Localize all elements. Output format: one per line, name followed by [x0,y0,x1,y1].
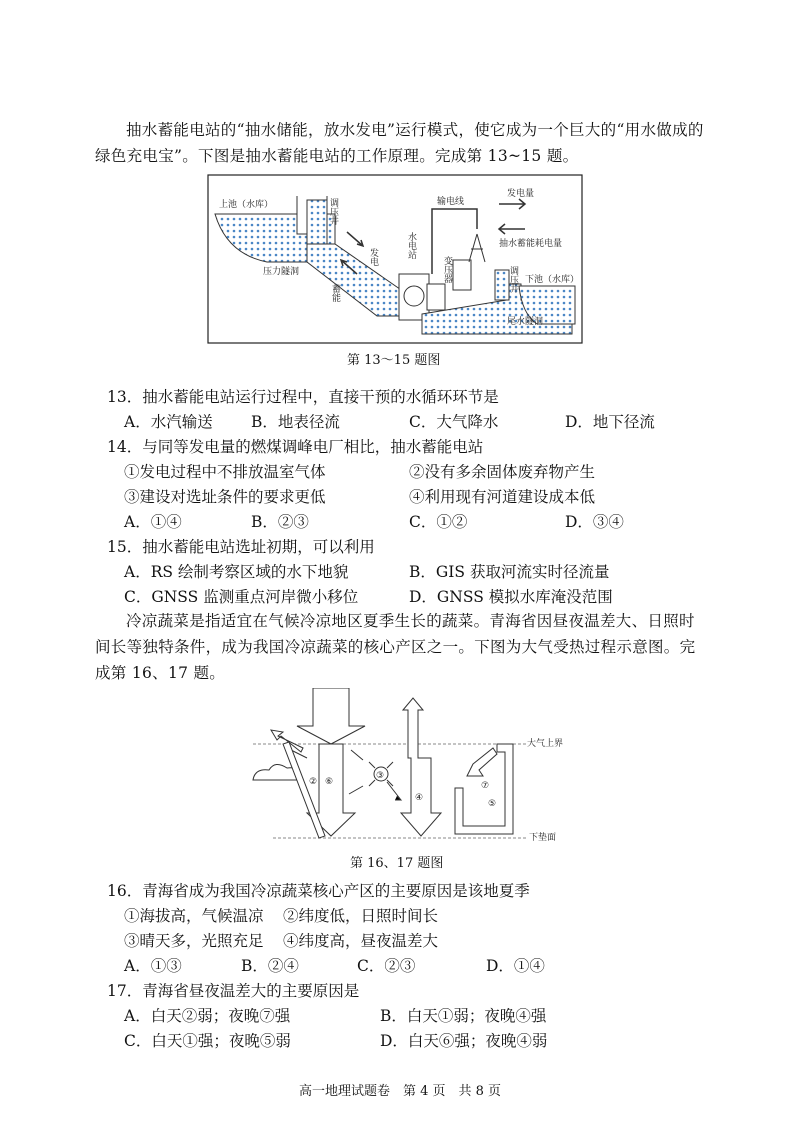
num-6: ⑥ [325,777,334,787]
q17-option-d: D．白天⑥强；夜晚④弱 [380,1032,548,1050]
q13-option-c: C．大气降水 [409,413,499,431]
label-transformer: 变压器 [442,256,452,283]
atmospheric-heating-diagram [243,688,563,848]
q15-option-a: A．RS 绘制考察区域的水下地貌 [124,563,349,581]
pumped-storage-diagram [207,174,583,344]
q15-option-d: D．GNSS 模拟水库淹没范围 [409,588,613,606]
label-gen-amount: 发电量 [507,189,535,199]
q16-option-d: D．①④ [486,957,545,975]
page-footer: 高一地理试题卷 第 4 页 共 8 页 [298,1084,502,1099]
label-generate: 发电 [368,248,378,266]
q17-option-c: C．白天①强；夜晚⑤弱 [124,1032,291,1050]
figure-2-caption: 第 16、17 题图 [350,856,444,871]
q13-option-a: A．水汽输送 [124,413,213,431]
label-tail-tunnel: 尾水隧洞 [507,317,544,327]
num-2: ② [309,777,318,787]
label-surge-1: 调压井 [328,198,338,225]
label-pressure-tunnel: 压力隧洞 [263,267,300,277]
q15-option-c: C．GNSS 监测重点河岸微小移位 [124,588,359,606]
q14-option-b: B．②③ [251,513,309,531]
num-5: ⑤ [488,799,497,809]
q14-item-2: ②没有多余固体废弃物产生 [409,463,596,481]
q17-option-a: A．白天②弱；夜晚⑦强 [124,1007,291,1025]
label-ground-surface: 下垫面 [529,833,557,843]
q14-stem: 14．与同等发电量的燃煤调峰电厂相比，抽水蓄能电站 [107,438,484,456]
q17-option-b: B．白天①弱；夜晚④强 [380,1007,547,1025]
q16-option-a: A．①③ [124,957,182,975]
label-station: 水电站 [406,232,416,259]
q15-stem: 15．抽水蓄能电站选址初期，可以利用 [107,538,375,556]
q14-option-c: C．①② [409,513,468,531]
intro-paragraph-1: 抽水蓄能电站的“抽水储能，放水发电”运行模式，使它成为一个巨大的“用水做成的绿色充电宝”。下图是抽水蓄能电站的工作原理。完成第 13~15 题。 [95,121,704,165]
q14-item-4: ④利用现有河道建设成本低 [409,488,596,506]
q14-option-d: D．③④ [565,513,624,531]
label-atmosphere-top: 大气上界 [527,739,563,749]
q16-item-2: ②纬度低，日照时间长 [283,907,439,925]
q16-item-1: ①海拔高，气候温凉 [124,907,264,925]
q16-item-3: ③晴天多，光照充足 [124,932,264,950]
label-lower-pool: 下池（水库） [525,275,580,285]
q15-option-b: B．GIS 获取河流实时径流量 [409,563,610,581]
label-surge-2: 调压井 [508,266,518,293]
q13-stem: 13．抽水蓄能电站运行过程中，直接干预的水循环环节是 [107,388,499,406]
q16-option-c: C．②③ [357,957,416,975]
q16-stem: 16．青海省成为我国冷凉蔬菜核心产区的主要原因是该地夏季 [107,882,530,900]
label-store: 蓄能 [330,284,340,302]
q13-option-d: D．地下径流 [565,413,655,431]
q17-stem: 17．青海省昼夜温差大的主要原因是 [107,982,360,1000]
q16-option-b: B．②④ [241,957,299,975]
figure-1-caption: 第 13～15 题图 [347,353,441,368]
q13-option-b: B．地表径流 [251,413,340,431]
label-consumption: 抽水蓄能耗电量 [499,239,563,249]
num-7: ⑦ [481,781,490,791]
intro-paragraph-2: 冷凉蔬菜是指适宜在气候冷凉地区夏季生长的蔬菜。青海省因昼夜温差大、日照时间长等独特条件，成为我国冷凉蔬菜的核心产区之一。下图为大气受热过程示意图。完成第 16、17 题。 [95,612,696,682]
q14-item-3: ③建设对选址条件的要求更低 [124,488,326,506]
q14-item-1: ①发电过程中不排放温室气体 [124,463,326,481]
num-3: ③ [376,771,385,781]
q14-option-a: A．①④ [124,513,182,531]
label-upper-pool: 上池（水库） [219,200,274,210]
label-power-line: 输电线 [437,197,465,207]
q16-item-4: ④纬度高，昼夜温差大 [283,932,439,950]
num-4: ④ [415,793,424,803]
